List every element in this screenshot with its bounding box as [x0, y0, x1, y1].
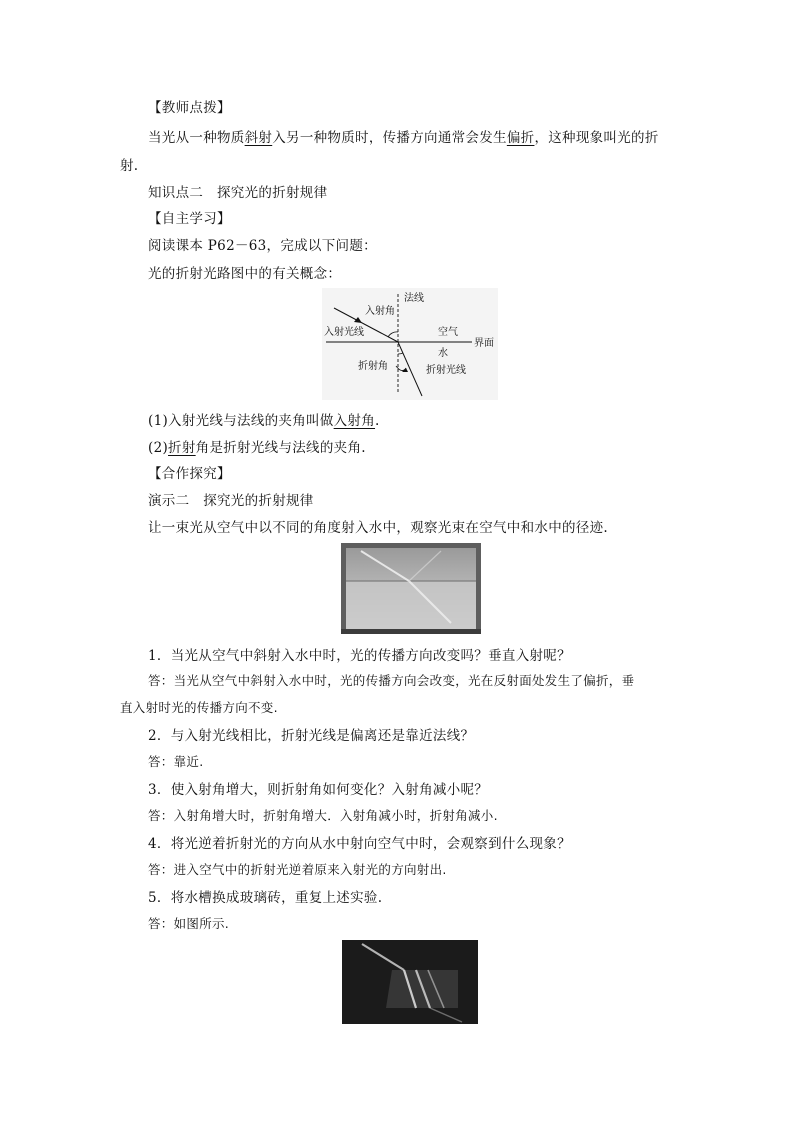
concept-item-1 [148, 409, 380, 429]
demo-intro: 让一束光从空气中以不同的角度射入水中，观察光束在空气中和水中的径迹. [148, 520, 608, 536]
diagram-background [322, 288, 498, 400]
tank-base [341, 629, 481, 634]
water-tank-photo [341, 543, 481, 634]
glass-brick-photo [342, 940, 478, 1024]
label-interface: 界面 [474, 338, 494, 349]
label-incident-angle: 入射角 [365, 306, 395, 317]
concept-item-2 [148, 436, 366, 456]
label-refracted-ray: 折射光线 [426, 365, 466, 376]
question-4: 4．将光逆着折射光的方向从水中射向空气中时，会观察到什么现象？ [148, 836, 571, 852]
answer-5: 答：如图所示. [148, 916, 230, 931]
water-region [346, 581, 476, 629]
question-5: 5．将水槽换成玻璃砖，重复上述实验. [148, 890, 383, 906]
teacher-tip-paragraph [148, 126, 659, 146]
teacher-tip-heading: 【教师点拨】 [148, 100, 231, 116]
underlined-answer: 偏折 [506, 130, 535, 146]
knowledge-point-title: 知识点二 探究光的折射规律 [148, 185, 328, 201]
label-incident-ray: 入射光线 [324, 327, 364, 338]
label-refraction-angle: 折射角 [358, 361, 388, 372]
underlined-answer: 折射 [168, 440, 196, 456]
answer-3: 答：入射角增大时，折射角增大．入射角减小时，折射角减小. [148, 808, 498, 823]
underlined-answer: 入射角 [333, 413, 376, 429]
self-study-heading: 【自主学习】 [148, 211, 231, 227]
refraction-diagram [322, 288, 498, 400]
text-segment: 当光从一种物质 [148, 130, 245, 146]
reading-instruction: 阅读课本 P62－63，完成以下问题： [148, 238, 377, 254]
label-air: 空气 [438, 327, 458, 338]
cooperation-heading: 【合作探究】 [148, 466, 231, 482]
text-segment: 角是折射光线与法线的夹角. [195, 440, 366, 456]
concepts-title: 光的折射光路图中的有关概念： [148, 266, 342, 282]
teacher-tip-paragraph-end: 射. [120, 158, 139, 174]
answer-4: 答：进入空气中的折射光逆着原来入射光的方向射出. [148, 862, 447, 877]
text-segment: 入另一种物质时，传播方向通常会发生 [272, 130, 507, 146]
question-1: 1．当光从空气中斜射入水中时，光的传播方向改变吗？垂直入射呢？ [148, 648, 571, 664]
label-normal: 法线 [404, 293, 424, 304]
answer-1-line-2: 直入射时光的传播方向不变. [120, 700, 278, 715]
answer-2: 答：靠近. [148, 754, 204, 769]
underlined-answer: 斜射 [244, 130, 273, 146]
label-water: 水 [438, 348, 448, 359]
text-segment: ，这种现象叫光的折 [534, 130, 659, 146]
question-3: 3．使入射角增大，则折射角如何变化？入射角减小呢？ [148, 782, 489, 798]
answer-1-line-1: 答：当光从空气中斜射入水中时，光的传播方向会改变，光在反射面处发生了偏折，垂 [148, 673, 635, 688]
text-segment: (1)入射光线与法线的夹角叫做 [148, 413, 334, 429]
demo-title: 演示二 探究光的折射规律 [148, 493, 314, 509]
text-segment: (2) [148, 440, 169, 456]
question-2: 2．与入射光线相比，折射光线是偏离还是靠近法线？ [148, 728, 475, 744]
text-segment: . [375, 413, 380, 429]
